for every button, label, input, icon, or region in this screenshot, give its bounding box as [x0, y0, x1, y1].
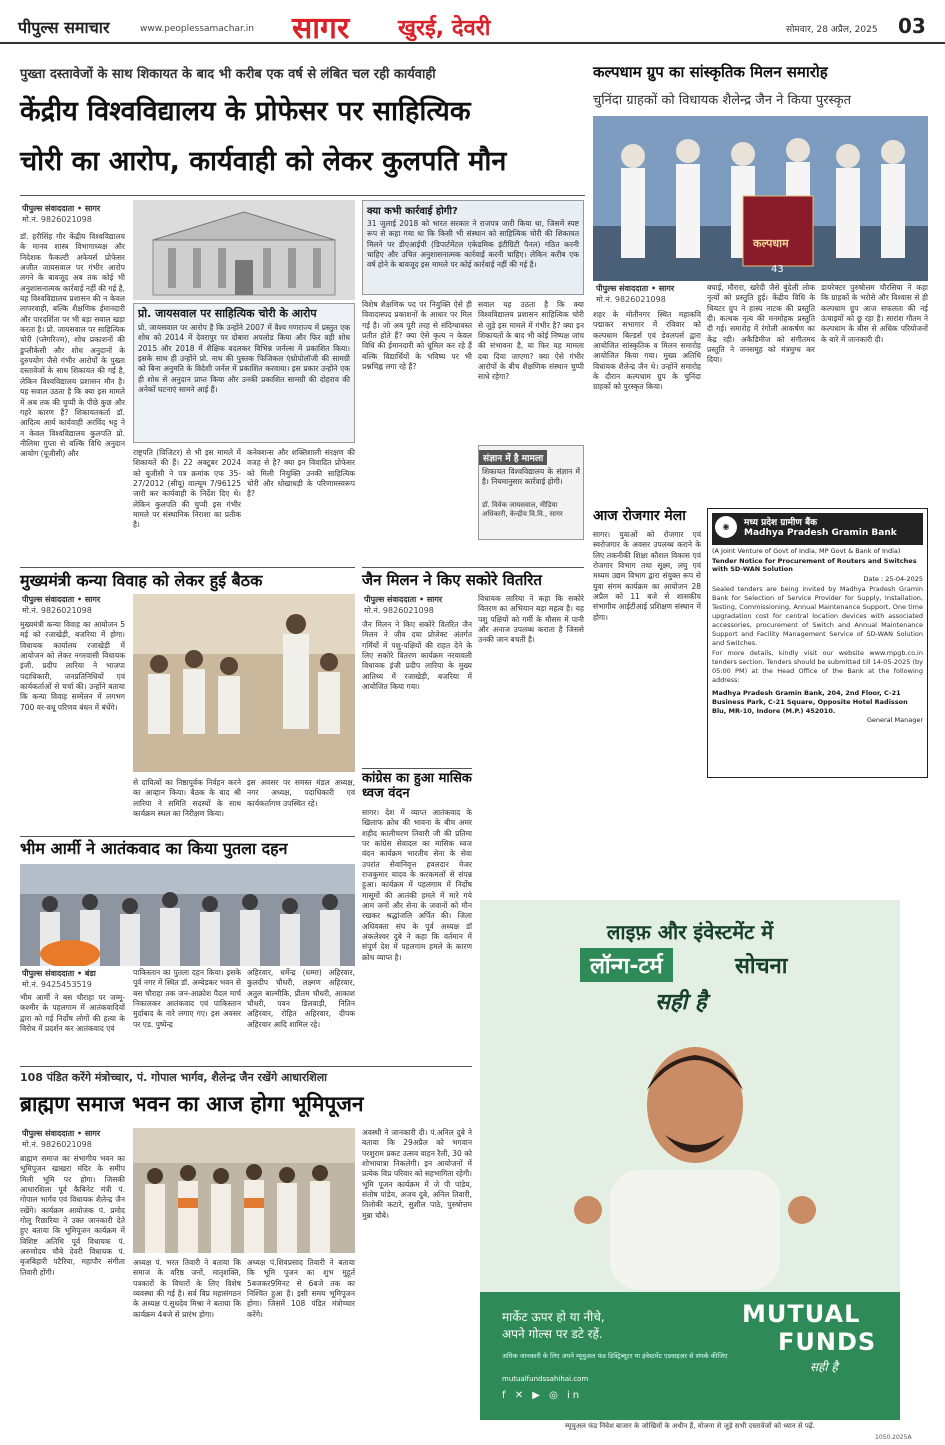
- brahman-byline: पीपुल्स संवाददाता: [22, 1129, 75, 1138]
- website-link[interactable]: www.peoplessamachar.in: [140, 24, 254, 34]
- section-subtitle: खुरई, देवरी: [398, 16, 491, 41]
- lead-mobile: मो.नं. 9826021098: [22, 215, 92, 224]
- sub-box-body: प्रो. जायसवाल पर आरोप है कि उन्होंने 2007 में वैश्व गणराज्य में प्रस्तुत एक शोध को 2014 में देवरापुर पर दोबारा अपलोड किया और फिर वही शोध 2015 और 2018 में शैक्षिक वदलकर विभिन्न जर्नल्स में प्रकाशित किया। इसके साथ ही उन्होंने प्रो. नाथ की पुस्तक फिजिकल एंथ्रोपोलॉजी की सामग्री को बिना अनुमति के विदेशी जर्नल में प्रकाशित करवाया। इस प्रकार उन्होंने एक ही शोध से अनुदान प्राप्त किया और उनकी प्रकाशित सामग्री की दोहराव की अनेकों घटनाएं सामने आई हैं।: [138, 323, 350, 395]
- kalp-byline: पीपुल्स संवाददाता: [596, 284, 649, 293]
- university-building-photo: [133, 200, 355, 300]
- note-title: संज्ञान में है मामला: [479, 450, 547, 465]
- social-media-icons: f ✕ ▶ ◎ in: [502, 1390, 583, 1401]
- sakore-mobile: मो.नं. 9826021098: [364, 606, 434, 615]
- sakore-byline-block: पीपुल्स संवाददाता • सागर मो.नं. 9826021098: [364, 594, 474, 616]
- brahman-headline: ब्राह्मण समाज भवन का आज होगा भूमिपूजन: [20, 1092, 364, 1116]
- ad-brand-3: सही है: [810, 1360, 838, 1374]
- bank-banner: [712, 513, 923, 545]
- bhim-protest-photo: [20, 864, 355, 966]
- info-box-title: क्या कभी कार्रवाई होगी?: [367, 206, 458, 217]
- ad-headline-3: सोचना: [735, 954, 788, 979]
- kalp-place: सागर: [658, 284, 675, 293]
- vivah-headline: मुख्यमंत्री कन्या विवाह को लेकर हुई बैठक: [20, 571, 263, 590]
- issue-date: सोमवार, 28 अप्रैल, 2025: [786, 25, 878, 35]
- note-body: शिकायत विश्वविद्यालय के संज्ञान में है। नियमानुसार कार्रवाई होगी।: [482, 467, 580, 487]
- lead-byline-block: पीपुल्स संवाददाता • सागर मो.नं. 9826021098: [22, 203, 127, 225]
- bank-tender-body: Sealed tenders are being invited by Madhya Pradesh Gramin Bank for Selection of Service Provider for Supply, Installation, Testing, Commissioning, Annual Maintenance Support, One time upgradation cost for central location devices with associated accessories, procurement of Switch and Annual Maintenance Support and Facility Management Service of SD-WAN Solution and Switches.: [712, 585, 923, 647]
- bhim-mobile: मो.नं. 9425453519: [22, 980, 92, 989]
- info-box-body: 31 जुलाई 2018 को भारत सरकार ने राजपत्र जारी किया था, जिसमें स्पष्ट रूप से कहा गया था कि किसी भी संस्थान को साहित्यिक चोरी की शिकायत मिलने पर डीएआईपी (डिपार्टमेंटल एकेडमिक इंटीग्रिटी पैनल) गठित करनी चाहिए और उचित अनुशासनात्मक कार्रवाई करनी चाहिए। लेकिन करीब एक वर्ष होने के बावजूद इस मामले पर कोई कार्रवाई नहीं की गई है।: [367, 219, 579, 270]
- sakore-body-2: विधायक लारिया ने कहा कि सकोरे वितरण का अभियान बड़ा महत्व है। यह पशु पक्षियों को गर्मी के मौसम में पानी और अनाज उपलब्ध कराता है जिससे उनकी जान बचती है।: [478, 594, 584, 645]
- note-box: [478, 445, 584, 540]
- brahman-body: ब्राह्मण समाज का संभागीय भवन का भूमिपूजन खाखरा मंदिर के समीप मिली भूमि पर होगा। जिसकी आधारशिला पूर्व कैबिनेट मंत्री पं. गोपाल भार्गव एवं विधायक शैलेन्द्र जैन रखेंगे। कार्यक्रम आयोजक पं. प्रमोद गोलू रिछारिया ने उक्त जानकारी देते हुए बताया कि भूमिपूजन कार्यक्रम में विशिष्ट अतिथि पूर्व विधायक पं. अरुणोदय चौबे देवरी विधायक पं. बृजबिहारी पटैरिया, महापौर संगीता तिवारी होंगी।: [20, 1154, 125, 1277]
- lead-body-col1: डॉ. हरीसिंह गौर केंद्रीय विश्वविद्यालय के मानव शास्त्र विभागाध्यक्ष और निदेशक फैकल्टी अफेयर्स प्रोफेसर अजीत जायसवाल पर गंभीर आरोप लगने के बावजूद अब तक कोई भी अनुशासनात्मक कार्रवाई नहीं की गई है, यह विश्वविद्यालय प्रशासन की न केवल लापरवाही, बल्कि शैक्षणिक ईमानदारी और पारदर्शिता पर भी बड़ा सवाल खड़ा करता है। प्रो. जायसवाल पर साहित्यिक चोरी (प्लेगरिज्म), शोध प्रकाशनों की डुप्लीकेसी और शोध अनुदानों के दुरुपयोग जैसे गंभीर आरोपों के पुख्ता दस्तावेजों के साथ शिकायत की गई है, लेकिन विश्वविद्यालय प्रशासन मौन है। यह सवाल उठता है कि क्या इस मामले में अब तक की चुप्पी के पीछे कुछ और गहरे कारण हैं? शिकायतकर्ता डॉ. आदित्य आर्य कार्यवाही अरविंद भट्ट ने न केवल विश्वविद्यालय कुलपति प्रो. नीलिमा गुप्ता से बल्कि विधि अनुदान आयोग (यूजीसी) और: [20, 232, 125, 459]
- brahman-body-2: अध्यक्ष पं. भरत तिवारी ने बताया कि समाज के वरिष्ठ जनों, मातृशक्ति, पत्रकारों के विचारों के लिए विशेष व्यवस्था की गई है। सर्व विप्र महासंगठन के अध्यक्ष पं.सुधदेव मिश्रा ने बताया कि कार्यक्रम 4बजे से प्रारंभ होगा।: [133, 1258, 241, 1319]
- lead-kicker: पुख्ता दस्तावेजों के साथ शिकायत के बाद भी करीब एक वर्ष से लंबित चल रही कार्यवाही: [20, 67, 436, 82]
- brahman-body-4: अवस्थी ने जानकारी दी। पं.अनिल दुबे ने बताया कि 29अप्रैल को भगवान परशुराम प्रकट उत्सव वाहन रैली, 30 को शोभायात्रा निकलेगी। इन आयोजनों में प्रत्येक विप्र परिवार को सहभागिता रहेगी। भूमि पूजन कार्यक्रम में जे पी पांडेय, संतोष पांडेय, अजय दुबे, अनिल तिवारी, तिलोकी कटारे, सुशील पाठे, पुरुषोत्तम मुन्ना चौबे।: [362, 1128, 472, 1220]
- bhim-body-2: पाकिस्तान का पुतला दहन किया। इसके पूर्व नगर में स्थित डॉ. अम्बेडकर भवन से बस चौराहा तक जन-आक्रोश पैदल मार्च निकालकर आतंकवाद एवं पाकिस्तान मुर्दाबाद के नारे लगाए गए। इस अवसर पर एड. पुष्पेन्द्र: [133, 968, 241, 1029]
- kalp-photo-label: 43: [771, 264, 784, 275]
- bhim-place: बंडा: [84, 969, 96, 978]
- vivah-mobile: मो.नं. 9826021098: [22, 606, 92, 615]
- vivah-body-2: से दायित्वों का निष्ठापूर्वक निर्वहन करने का आव्हान किया। बैठक के बाद श्री लारिया ने समिति सदस्यों के साथ कार्यक्रम स्थल का निरीक्षण किया।: [133, 778, 241, 819]
- sakore-place: सागर: [426, 595, 443, 604]
- kalp-mobile: मो.नं. 9826021098: [596, 295, 666, 304]
- kalp-headline: कल्पधाम ग्रुप का सांस्कृतिक मिलन समारोह: [593, 63, 828, 81]
- lead-headline-line2: चोरी का आरोप, कार्यवाही को लेकर कुलपति मौन: [20, 146, 507, 177]
- brahman-kicker: 108 पंडित करेंगे मंत्रोच्चार, पं. गोपाल भार्गव, शैलेन्द्र जैन रखेंगे आधारशिला: [20, 1071, 328, 1084]
- ad-brand-1: MUTUAL: [742, 1300, 861, 1328]
- ad-disclaimer: म्यूचुअल फंड निवेश बाजार के जोखिमों के अधीन हैं, योजना से जुड़े सभी दस्तावेजों को ध्यान से पढ़ें.: [565, 1422, 815, 1430]
- kalp-photo-banner: कल्पधाम: [753, 237, 789, 250]
- kalp-byline-block: पीपुल्स संवाददाता • सागर मो.नं. 9826021098: [596, 283, 706, 305]
- bhim-byline: पीपुल्स संवाददाता: [22, 969, 75, 978]
- ad-code: 1050.2025A: [875, 1434, 912, 1441]
- kalp-body-col1: बघाई, मौरारा, खरेदी जैसे बुंदेली लोक नृत्यों को प्रस्तुति हुई। केंद्रीय विधि के थियटर ग्रुप ने हास्य नाटक की प्रस्तुति दी। कत्थक नृत्य की मनमोहक प्रस्तुति दी गई। समारोह में रंगोली आकर्षण का केंद्र रही। अकैडिमीज को संगीतमय प्रस्तुति ने जनसमूह को मंत्रमुग्ध कर दिया।: [707, 283, 815, 365]
- lead-place: सागर: [84, 204, 101, 213]
- info-box-action: [362, 200, 584, 295]
- bank-signer: General Manager: [866, 716, 923, 725]
- brahman-mobile: मो.नं. 9826021098: [22, 1140, 92, 1149]
- bank-tender-title: Tender Notice for Procurement of Routers and Switches with SD-WAN Solution: [712, 557, 917, 573]
- ad-website[interactable]: mutualfundssahihai.com: [502, 1375, 589, 1383]
- lead-body-col4: विशेष शैक्षणिक पद पर नियुक्ति ऐसे ही विवादास्पद प्रकाशनों के आधार पर मिल गई है। जो अब पूरी तरह से संदिग्धावस्त प्रतीत होते हैं? क्या ऐसे कृत्य न केवल विधि की ईमानदारी को धूमिल कर रहे हैं बल्कि विद्यार्थियों के भविष्य पर भी प्रश्नचिह्न लगा रहे हैं?: [362, 300, 472, 372]
- congress-body: सागर। देश में व्याप्त आतंकवाद के खिलाफ क्रोध की भावना के बीच अमर शहीद कालीचरण तिवारी जी की प्रतिमा पर कांग्रेस सेवादल का मासिक ध्वज वंदन कार्यक्रम भारतीय सेना के सेवा उपरांत सेवानिवृत्त हवलदार मेजर राजकुमार यादव के करकमलों से संपन्न हुआ। कार्यक्रम में पहलगाम में निर्दोष मासूमों की आतंकी हमले में मारे गये आम जनों और सेना के जवानों को मौन रखकर श्रद्धांजलि अर्पित की। जिला अधिवक्ता संघ के पूर्व अध्यक्ष डॉ अंकलेश्वर दुबे ने कहा कि वर्तमान में संपूर्ण देश में पहलगाम हमले के कारण क्रोध व्याप्त है।: [362, 808, 472, 962]
- ad-brand-2: FUNDS: [778, 1328, 877, 1356]
- page-number: 03: [898, 14, 926, 38]
- brahman-place: सागर: [84, 1129, 101, 1138]
- masthead: [0, 0, 945, 44]
- bank-tender-info: For more details, kindly visit our website www.mpgb.co.in tenders section. Tenders should be submitted till 14-05-2025 (by 05:00 PM) at the Head Office of the Bank at the following address:: [712, 649, 923, 684]
- sakore-byline: पीपुल्स संवाददाता: [364, 595, 417, 604]
- bhim-body-3: अहिरवार, धर्मेन्द्र (धम्मा) अहिरवार, कुलदीप चौधरी, लक्ष्मण अहिरवार, अतुल बाल्मीकि, प्रीतम चौधरी, आकाश चौधरी, पवन डिलवाड़ी, नितिन अहिरवार, रोहित अहिरवार, दीपक अहिरवार आदि शामिल रहे।: [247, 968, 355, 1029]
- ad-tagline-2: अपने गोल्स पर डटे रहें.: [502, 1327, 603, 1341]
- brahman-byline-block: पीपुल्स संवाददाता • सागर मो.नं. 9826021098: [22, 1128, 127, 1150]
- vivah-place: सागर: [84, 595, 101, 604]
- kalp-body-col2: डायरेक्टर पुरुषोत्तम चौरसिया ने कहा कि ग्राहकों के भरोसे और विश्वास से ही कल्पधाम ग्रुप आज सफलता की नई ऊंचाइयों को छू रहा है। सारांश गौतम ने कल्पधाम के बीस से अधिक परियोजनों के बारे में जानकारी दी।: [821, 283, 928, 344]
- ad-headline-2: लॉन्ग-टर्म: [580, 948, 673, 982]
- bank-name-hindi: मध्य प्रदेश ग्रामीण बैंक: [744, 518, 818, 528]
- ad-headline-4: सही है: [655, 990, 707, 1015]
- bank-tender-ad: [707, 508, 928, 778]
- mutual-fund-ad: [480, 900, 900, 1420]
- lead-headline-line1: केंद्रीय विश्वविद्यालय के प्रोफेसर पर साहित्यिक: [20, 96, 471, 127]
- sub-box-allegations: [133, 303, 355, 443]
- lead-byline: पीपुल्स संवाददाता: [22, 204, 75, 213]
- sakore-body: जैन मिलन ने किए सकोरे वितरित जैन मिलन ने जीव दया प्रोजेक्ट अंतर्गत गर्मियों में पशु-पक्षियों की राहत देने के लिए सकोरे वितरण कार्यक्रम नरयावली विधायक इंजी प्रदीप लारिया के मुख्य आतिथ्य में रजाखेड़ी, बजरिया में आयोजित किया गया।: [362, 620, 472, 692]
- ad-headline-1: लाइफ़ और इंवेस्टमेंट में: [606, 920, 774, 944]
- bhim-body: भीम आर्मी ने बस चौराहा पर जम्मू-कश्मीर के पहलगाम में आतंकवादियों द्वारा को गई निर्दोष लोगों की हत्या के विरोध में प्रदर्शन कर आतंकवाद एवं: [20, 993, 125, 1034]
- congress-headline: कांग्रेस का हुआ मासिक ध्वज वंदन: [362, 771, 472, 801]
- lead-body-col2: राष्ट्रपति (विजिटर) से भी इस मामले में शिकायतें की हैं। 22 अक्टूबर 2024 को यूजीसी ने पत्र क्रमांक एफ 35-27/2012 (सीयू) वाल्यूम 7/96125 जारी कर कार्यवाही के निर्देश दिए थे। लेकिन कुलपति की चुप्पी इस गंभीर मामले पर संस्थानिक निराशा का प्रतीक है।: [133, 448, 241, 530]
- bank-tagline: (A Joint Venture of Govt of India, MP Govt & Bank of India): [712, 547, 901, 555]
- bhim-byline-block: पीपुल्स संवाददाता • बंडा मो.नं. 9425453519: [22, 968, 127, 990]
- vivah-meeting-photo: [133, 594, 355, 772]
- ad-person-illustration: [570, 1020, 820, 1290]
- bank-logo-icon: ◉: [715, 516, 737, 538]
- brahman-body-3: अध्यक्ष पं.शिवप्रसाद तिवारी ने बताया कि भूमि पूजन का शुभ मुहूर्त 5बजकर9मिनट से 6बजे तक का निश्चित हुआ है। इसी समय भूमिपूजन होगा। जिसमें 108 पंडित मंत्रोच्चार करेंगे।: [247, 1258, 355, 1319]
- vivah-byline-block: पीपुल्स संवाददाता • सागर मो.नं. 9826021098: [22, 594, 127, 616]
- newspaper-logo: पीपुल्स समाचार: [18, 18, 110, 37]
- bhim-headline: भीम आर्मी ने आतंकवाद का किया पुतला दहन: [20, 839, 288, 858]
- ad-tagline-1: मार्केट ऊपर हो या नीचे,: [502, 1310, 605, 1324]
- bank-tender-date: Date : 25-04-2025: [863, 575, 923, 583]
- bank-address: Madhya Pradesh Gramin Bank, 204, 2nd Floor, C-21 Business Park, C-21 Square, Opposite Hotel Radisson Blu, MR-10, Indore (M.P.) 452010.: [712, 689, 908, 716]
- kalp-event-photo: [593, 116, 928, 281]
- section-title: सागर: [292, 11, 350, 46]
- lead-body-col3: कनेक्शन्स और शक्तिशाली संरक्षण की वजह से है? क्या इन विवादित प्रोफेसर को मिली नियुक्ति उनकी साहित्यिक चोरी और धोखाधड़ी के परिणामस्वरूप है?: [247, 448, 355, 499]
- vivah-byline: पीपुल्स संवाददाता: [22, 595, 75, 604]
- lead-body-col5: सवाल यह उठता है कि क्या विश्वविद्यालय प्रशासन साहित्यिक चोरी से जुड़े इस मामले में गंभीर है? क्या इन शिकायतों के बाद भी कोई निष्पक्ष जांच की संभावना है, या फिर यह मामला दबा दिया जाएगा? क्या ऐसे गंभीर आरोपों के बीच शैक्षणिक संस्थान चुप्पी साधे रहेगा?: [478, 300, 584, 382]
- kalp-subhead: चुनिंदा ग्राहकों को विधायक शैलेन्द्र जैन ने किया पुरस्कृत: [593, 93, 852, 108]
- note-signature: डॉ. विवेक जायसवाल, मीडिया अधिकारी, केन्द्रीय वि.वि., सागर: [482, 501, 563, 518]
- ad-info: अधिक जानकारी के लिए अपने म्यूचुअल फंड डिस्ट्रिब्यूटर या इंवेस्टमेंट एडवाइज़र से संपर्क कीजिए: [502, 1352, 728, 1360]
- vivah-body-3: इस अवसर पर समस्त मंडल अध्यक्ष, नगर अध्यक्ष, पदाधिकारी एवं कार्यकर्तागण उपस्थित रहे।: [247, 778, 355, 808]
- sub-box-title: प्रो. जायसवाल पर साहित्यिक चोरी के आरोप: [138, 307, 317, 320]
- rojgar-body: सागर। युवाओं को रोजगार एवं स्वरोजगार के अवसर उपलब्ध कराने के लिए तकनीकी शिक्षा कौशल विकास एवं रोजगार विभाग तथा सूक्ष्म, लघु एवं मध्यम उद्यम विभाग द्वारा संयुक्त रूप से युवा संगम कार्यक्रम का आयोजन 28 अप्रैल को 11 बजे से शासकीय संभागीय आईटीआई प्रशिक्षण संस्थान में होगा।: [593, 530, 701, 622]
- brahman-group-photo: [133, 1128, 355, 1253]
- rojgar-headline: आज रोजगार मेला: [593, 508, 686, 524]
- bank-name-english: Madhya Pradesh Gramin Bank: [744, 528, 897, 538]
- sakore-headline: जैन मिलन ने किए सकोरे वितरित: [362, 571, 542, 589]
- vivah-body: मुख्यमंत्री कन्या विवाह का आयोजन 5 मई को रजाखेड़ी, बजरिया में होगा। विधायक कार्यालय रजाखेड़ी में आयोजन को लेकर नगरवासी विधायक इंजी. प्रदीप लारिया ने भाजपा पदाधिकारी, जनप्रतिनिधियों एवं कार्यकर्ताओं से चर्चा की। उन्होंने बताया कि कन्या विवाह सम्मेलन में लगभग 700 वर-वधू परिणय बंधन में बंधेंगे।: [20, 620, 125, 712]
- kalp-body-col3: शहर के मोतीनगर स्थित महाकवि पद्माकर सभागार में रविवार को कल्पधाम बिल्डर्स एवं डेवलपर्स द्वारा आयोजित सांस्कृतिक व मिलन समारोह आयोजित किया गया। मुख्य अतिथि विधायक शैलेन्द्र जैन थे। उन्होंने समारोह के दौरान कल्पधाम ग्रुप के चुनिंदा ग्राहकों को पुरस्कृत किया।: [593, 310, 701, 392]
